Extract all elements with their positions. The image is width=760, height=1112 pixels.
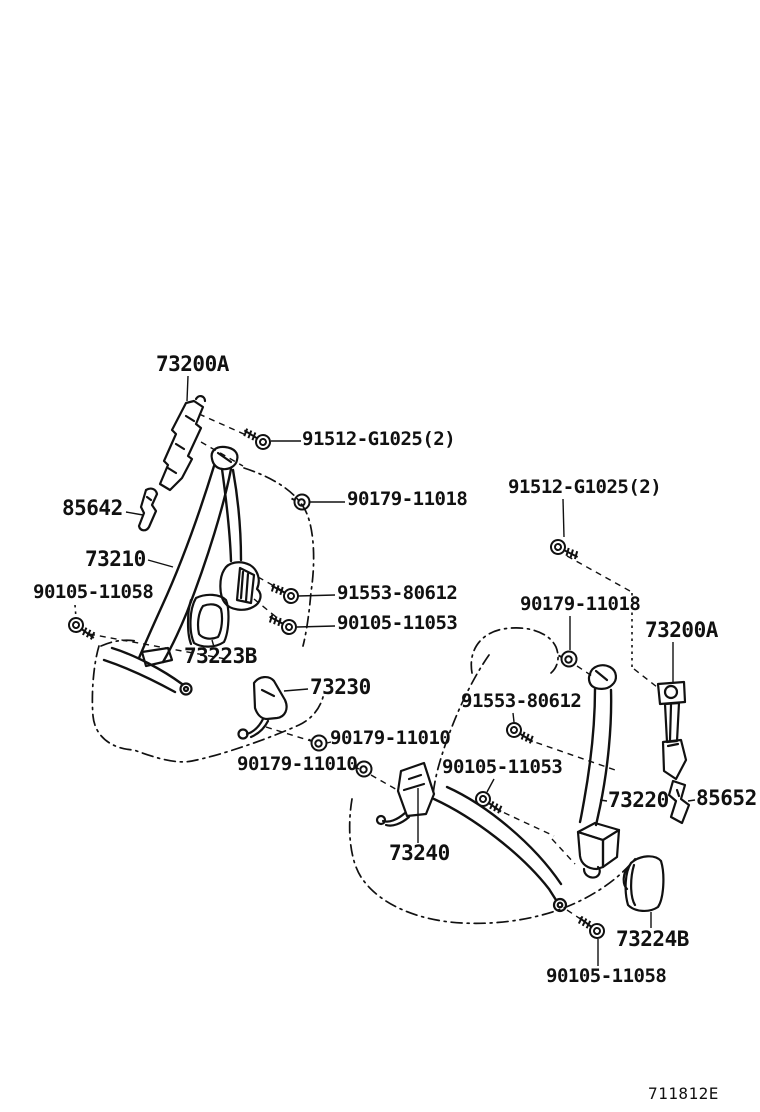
part-label-85642-3: 85642 (62, 496, 123, 520)
part-label-73230-12: 73230 (310, 675, 371, 699)
part-label-73200A-0: 73200A (156, 352, 229, 376)
part-label-90105-11058-21: 90105-11058 (546, 965, 667, 987)
part-label-90105-11053-16: 90105-11053 (442, 756, 563, 778)
part-label-73200A-10: 73200A (645, 618, 718, 642)
part-label-91553-80612-7: 91553-80612 (337, 582, 458, 604)
part-label-90179-11018-2: 90179-11018 (347, 488, 468, 510)
part-label-90179-11010-14: 90179-11010 (330, 727, 451, 749)
part-label-90179-11010-15: 90179-11010 (237, 753, 358, 775)
part-label-73220-17: 73220 (608, 788, 669, 812)
part-label-91512-G1025(2)-1: 91512-G1025(2) (302, 428, 456, 450)
part-label-73223B-11: 73223B (184, 644, 257, 668)
part-label-73210-5: 73210 (85, 547, 146, 571)
part-label-90105-11058-6: 90105-11058 (33, 581, 154, 603)
part-label-85652-18: 85652 (696, 786, 757, 810)
part-label-90105-11053-9: 90105-11053 (337, 612, 458, 634)
part-label-90179-11018-8: 90179-11018 (520, 593, 641, 615)
drawing-code: 711812E (648, 1084, 719, 1103)
part-label-91512-G1025(2)-4: 91512-G1025(2) (508, 476, 662, 498)
part-label-73224B-20: 73224B (616, 927, 689, 951)
part-label-91553-80612-13: 91553-80612 (461, 690, 582, 712)
part-label-73240-19: 73240 (389, 841, 450, 865)
